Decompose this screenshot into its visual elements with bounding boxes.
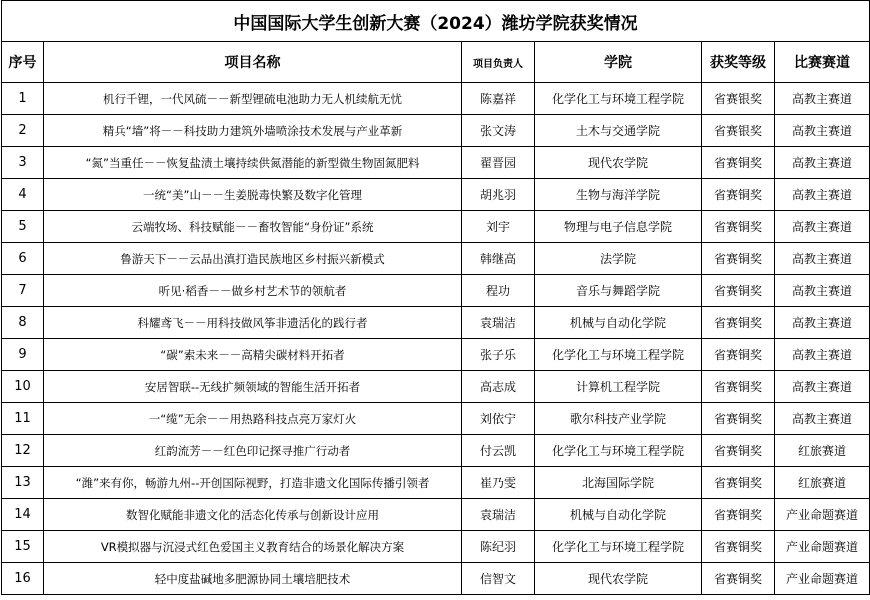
- row-track: 红旅赛道: [775, 467, 870, 499]
- row-track: 高教主赛道: [775, 147, 870, 179]
- row-track: 高教主赛道: [775, 275, 870, 307]
- row-award-level: 省赛银奖: [702, 115, 775, 147]
- row-college: 现代农学院: [535, 147, 702, 179]
- row-index: 8: [2, 307, 44, 339]
- table-row: [2, 339, 870, 371]
- row-award-level: 省赛铜奖: [702, 243, 775, 275]
- row-track: 高教主赛道: [775, 243, 870, 275]
- row-award-level: 省赛铜奖: [702, 499, 775, 531]
- row-track: 产业命题赛道: [775, 499, 870, 531]
- header-college: 学院: [535, 42, 702, 83]
- row-college: 机械与自动化学院: [535, 307, 702, 339]
- row-index: 11: [2, 403, 44, 435]
- header-leader: 项目负责人: [462, 42, 535, 83]
- row-project-name: 机行千锂，一代风硫－－新型锂硫电池助力无人机续航无忧: [44, 83, 462, 115]
- awards-table: [1, 0, 870, 595]
- row-project-name: 听见·稻香－－做乡村艺术节的领航者: [44, 275, 462, 307]
- row-award-level: 省赛铜奖: [702, 339, 775, 371]
- row-track: 高教主赛道: [775, 211, 870, 243]
- table-row: [2, 147, 870, 179]
- table-row: [2, 211, 870, 243]
- row-college: 化学化工与环境工程学院: [535, 435, 702, 467]
- row-project-name: 鲁游天下－－云品出滇打造民族地区乡村振兴新模式: [44, 243, 462, 275]
- row-leader: 张文涛: [462, 115, 535, 147]
- row-leader: 刘宇: [462, 211, 535, 243]
- table-row: [2, 563, 870, 595]
- row-leader: 付云凯: [462, 435, 535, 467]
- row-project-name: 精兵“墙”将－－科技助力建筑外墙喷涂技术发展与产业革新: [44, 115, 462, 147]
- table-row: [2, 115, 870, 147]
- row-college: 生物与海洋学院: [535, 179, 702, 211]
- row-college: 化学化工与环境工程学院: [535, 83, 702, 115]
- row-index: 2: [2, 115, 44, 147]
- row-leader: 胡兆羽: [462, 179, 535, 211]
- row-leader: 袁瑞洁: [462, 307, 535, 339]
- row-project-name: VR模拟器与沉浸式红色爱国主义教育结合的场景化解决方案: [44, 531, 462, 563]
- row-college: 歌尔科技产业学院: [535, 403, 702, 435]
- row-track: 高教主赛道: [775, 371, 870, 403]
- row-award-level: 省赛铜奖: [702, 563, 775, 595]
- row-track: 高教主赛道: [775, 83, 870, 115]
- row-college: 计算机工程学院: [535, 371, 702, 403]
- table-row: [2, 467, 870, 499]
- row-leader: 陈纪羽: [462, 531, 535, 563]
- row-project-name: 安居智联--无线扩频领域的智能生活开拓者: [44, 371, 462, 403]
- table-row: [2, 531, 870, 563]
- row-project-name: 一“缆”无余－－用热路科技点亮万家灯火: [44, 403, 462, 435]
- row-index: 7: [2, 275, 44, 307]
- header-track: 比赛赛道: [775, 42, 870, 83]
- row-college: 化学化工与环境工程学院: [535, 339, 702, 371]
- row-track: 产业命题赛道: [775, 563, 870, 595]
- table-row: [2, 307, 870, 339]
- row-award-level: 省赛铜奖: [702, 371, 775, 403]
- row-award-level: 省赛铜奖: [702, 179, 775, 211]
- table-row: [2, 83, 870, 115]
- table-row: [2, 275, 870, 307]
- row-index: 16: [2, 563, 44, 595]
- row-award-level: 省赛银奖: [702, 83, 775, 115]
- row-project-name: “氮”当重任－－恢复盐渍土壤持续供氮潜能的新型微生物固氮肥料: [44, 147, 462, 179]
- row-leader: 程功: [462, 275, 535, 307]
- row-college: 化学化工与环境工程学院: [535, 531, 702, 563]
- table-row: [2, 179, 870, 211]
- row-college: 法学院: [535, 243, 702, 275]
- row-project-name: 云端牧场、科技赋能－－畜牧智能“身份证”系统: [44, 211, 462, 243]
- header-index: 序号: [2, 42, 44, 83]
- row-leader: 袁瑞洁: [462, 499, 535, 531]
- row-track: 高教主赛道: [775, 307, 870, 339]
- row-leader: 张子乐: [462, 339, 535, 371]
- row-award-level: 省赛铜奖: [702, 275, 775, 307]
- row-track: 高教主赛道: [775, 115, 870, 147]
- row-index: 9: [2, 339, 44, 371]
- row-award-level: 省赛铜奖: [702, 147, 775, 179]
- row-index: 14: [2, 499, 44, 531]
- header-level: 获奖等级: [702, 42, 775, 83]
- table-row: [2, 403, 870, 435]
- table-row: [2, 371, 870, 403]
- header-row: [2, 42, 870, 83]
- row-track: 高教主赛道: [775, 403, 870, 435]
- row-project-name: 轻中度盐碱地多肥源协同土壤培肥技术: [44, 563, 462, 595]
- row-project-name: “潍”来有你，畅游九州--开创国际视野，打造非遗文化国际传播引领者: [44, 467, 462, 499]
- table-row: [2, 435, 870, 467]
- row-award-level: 省赛铜奖: [702, 531, 775, 563]
- row-leader: 崔乃雯: [462, 467, 535, 499]
- row-college: 音乐与舞蹈学院: [535, 275, 702, 307]
- row-index: 5: [2, 211, 44, 243]
- row-index: 3: [2, 147, 44, 179]
- row-leader: 信智文: [462, 563, 535, 595]
- header-project: 项目名称: [44, 42, 462, 83]
- row-leader: 韩继高: [462, 243, 535, 275]
- row-index: 15: [2, 531, 44, 563]
- row-track: 高教主赛道: [775, 179, 870, 211]
- table-row: [2, 243, 870, 275]
- row-project-name: 科耀鸢飞－－用科技做风筝非遗活化的践行者: [44, 307, 462, 339]
- row-track: 高教主赛道: [775, 339, 870, 371]
- row-project-name: 数智化赋能非遗文化的活态化传承与创新设计应用: [44, 499, 462, 531]
- row-college: 机械与自动化学院: [535, 499, 702, 531]
- table-title: 中国国际大学生创新大赛（2024）潍坊学院获奖情况: [2, 1, 870, 42]
- row-award-level: 省赛铜奖: [702, 403, 775, 435]
- row-leader: 刘依宁: [462, 403, 535, 435]
- row-index: 10: [2, 371, 44, 403]
- row-award-level: 省赛铜奖: [702, 435, 775, 467]
- row-index: 13: [2, 467, 44, 499]
- row-index: 1: [2, 83, 44, 115]
- row-leader: 翟晋园: [462, 147, 535, 179]
- row-award-level: 省赛铜奖: [702, 467, 775, 499]
- row-award-level: 省赛铜奖: [702, 307, 775, 339]
- row-index: 12: [2, 435, 44, 467]
- row-award-level: 省赛铜奖: [702, 211, 775, 243]
- row-track: 红旅赛道: [775, 435, 870, 467]
- table-row: [2, 499, 870, 531]
- row-track: 产业命题赛道: [775, 531, 870, 563]
- row-index: 6: [2, 243, 44, 275]
- row-college: 物理与电子信息学院: [535, 211, 702, 243]
- row-leader: 高志成: [462, 371, 535, 403]
- row-college: 现代农学院: [535, 563, 702, 595]
- row-project-name: 红韵流芳－－红色印记探寻推广行动者: [44, 435, 462, 467]
- row-leader: 陈嘉祥: [462, 83, 535, 115]
- row-college: 北海国际学院: [535, 467, 702, 499]
- row-project-name: “碳”索未来－－高精尖碳材料开拓者: [44, 339, 462, 371]
- row-project-name: 一统“美”山－－生姜脱毒快繁及数字化管理: [44, 179, 462, 211]
- row-index: 4: [2, 179, 44, 211]
- row-college: 土木与交通学院: [535, 115, 702, 147]
